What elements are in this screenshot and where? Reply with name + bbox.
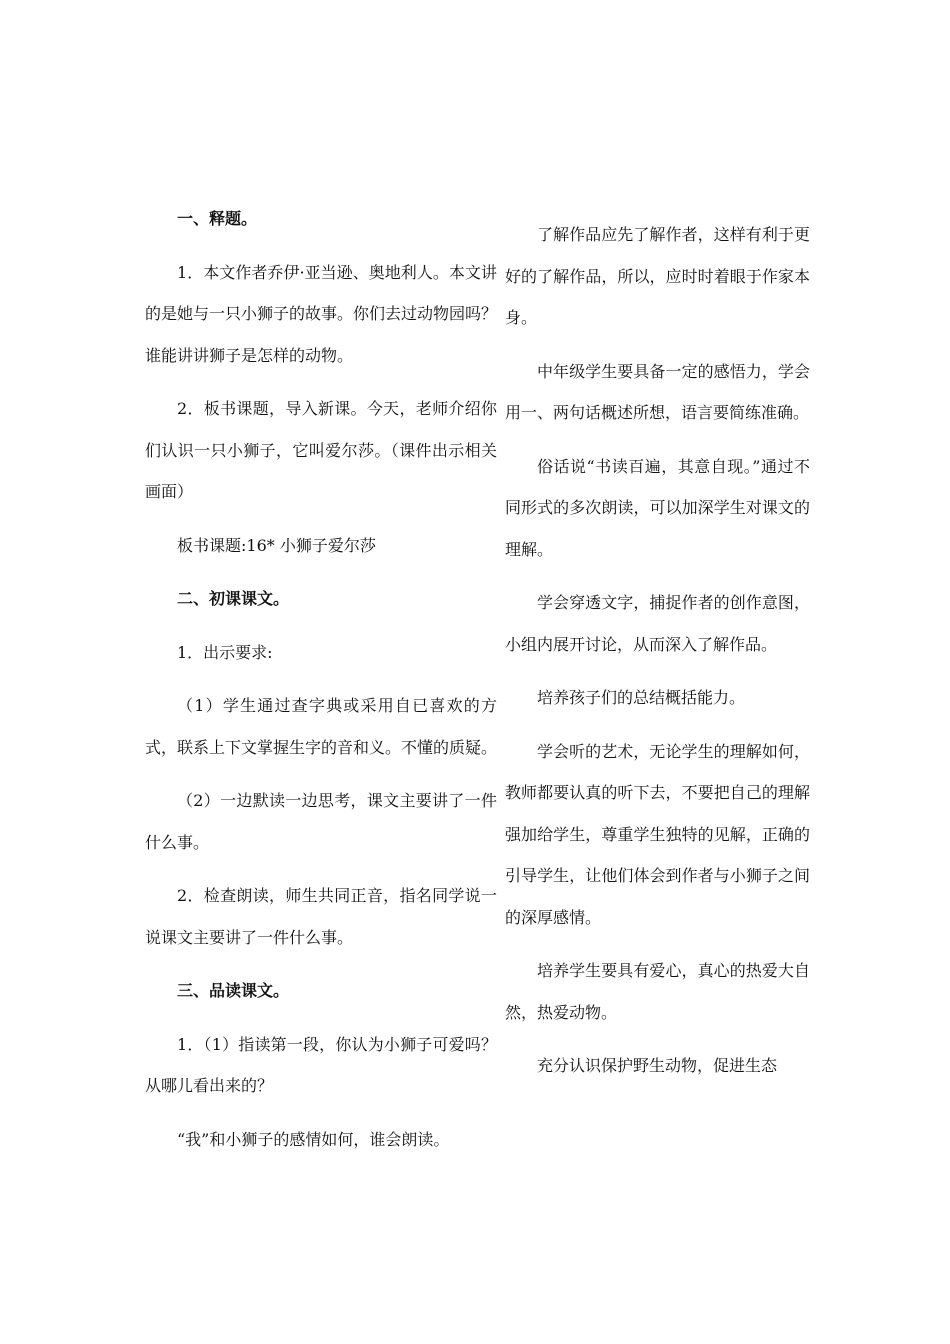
note: 学会穿透文字，捕捉作者的创作意图，小组内展开讨论，从而深入了解作品。 (505, 593, 810, 654)
paragraph: 2．板书课题，导入新课。今天，老师介绍你们认识一只小狮子，它叫爱尔莎。（课件出示相关画面） (145, 399, 497, 501)
note: 俗话说“书读百遍，其意自现。”通过不同形式的多次朗读，可以加深学生对课文的理解。 (505, 456, 810, 559)
paragraph: （2）一边默读一边思考，课文主要讲了一件什么事。 (145, 791, 497, 852)
paragraph: 1．出示要求: (177, 642, 273, 662)
section-heading-3: 三、品读课文。 (177, 981, 290, 1000)
section-heading-1: 一、释题。 (177, 209, 258, 228)
note: 培养孩子们的总结概括能力。 (537, 688, 746, 707)
board-title: 板书课题:16* 小狮子爱尔莎 (177, 535, 376, 555)
paragraph: （1）学生通过查字典或采用自已喜欢的方式，联系上下文掌握生字的音和义。不懂的质疑。 (145, 696, 498, 757)
note: 培养学生要具有爱心，真心的热爱大自然，热爱动物。 (505, 961, 810, 1022)
note: 充分认识保护野生动物，促进生态 (537, 1056, 778, 1075)
section-heading-2: 二、初课课文。 (177, 589, 290, 608)
paragraph: 2．检查朗读，师生共同正音，指名同学说一说课文主要讲了一件什么事。 (145, 886, 497, 947)
note: 学会听的艺术，无论学生的理解如何，教师都要认真的听下去，不要把自己的理解强加给学生，尊重学生独特的见解，正确的引导学生，让他们体会到作者与小狮子之间的深厚感情。 (505, 741, 810, 927)
paragraph: 1．（1）指读第一段，你认为小狮子可爱吗？从哪儿看出来的？ (145, 1034, 497, 1095)
note: 了解作品应先了解作者，这样有利于更好的了解作品，所以，应时时着眼于作家本身。 (505, 225, 810, 327)
paragraph: “我”和小狮子的感情如何，谁会朗读。 (177, 1129, 450, 1149)
lesson-column (145, 198, 497, 1160)
notes-column (505, 214, 810, 1087)
paragraph: 1．本文作者乔伊·亚当逊、奥地利人。本文讲的是她与一只小狮子的故事。你们去过动物园吗？谁能讲讲狮子是怎样的动物。 (145, 262, 498, 365)
note: 中年级学生要具备一定的感悟力，学会用一、两句话概述所想，语言要简练准确。 (505, 361, 810, 422)
